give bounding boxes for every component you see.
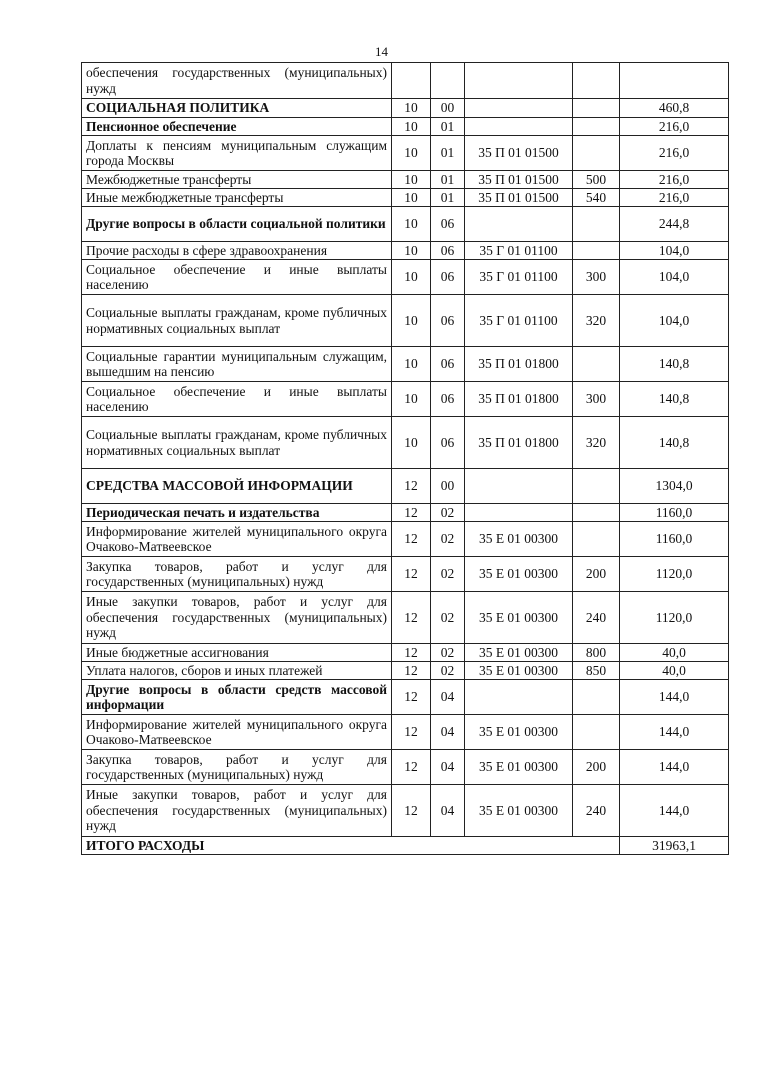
row-name-cell: Другие вопросы в области средств массовой информации xyxy=(82,680,392,715)
row-sum-cell: 144,0 xyxy=(620,750,729,785)
row-section-cell: 10 xyxy=(392,99,431,118)
row-section-cell: 10 xyxy=(392,171,431,189)
table-row xyxy=(82,189,729,207)
row-section-cell: 10 xyxy=(392,118,431,136)
row-sum-cell: 460,8 xyxy=(620,99,729,118)
row-sum-cell: 216,0 xyxy=(620,171,729,189)
row-sum-cell: 1304,0 xyxy=(620,469,729,504)
row-target-article-cell: 35 П 01 01800 xyxy=(465,347,573,382)
table-row xyxy=(82,382,729,417)
row-sum-cell: 216,0 xyxy=(620,189,729,207)
table-row xyxy=(82,715,729,750)
row-section-cell: 12 xyxy=(392,504,431,522)
row-name-cell: Закупка товаров, работ и услуг для государственных (муниципальных) нужд xyxy=(82,557,392,592)
row-target-article-cell xyxy=(465,504,573,522)
row-expense-type-cell xyxy=(573,63,620,99)
row-name-cell: Социальное обеспечение и иные выплаты населению xyxy=(82,260,392,295)
row-section-cell: 12 xyxy=(392,592,431,644)
row-section-cell: 12 xyxy=(392,644,431,662)
row-target-article-cell xyxy=(465,469,573,504)
row-subsection-cell: 01 xyxy=(431,189,465,207)
row-expense-type-cell xyxy=(573,469,620,504)
row-section-cell: 10 xyxy=(392,136,431,171)
row-sum-cell: 40,0 xyxy=(620,644,729,662)
row-section-cell: 12 xyxy=(392,715,431,750)
row-subsection-cell: 04 xyxy=(431,715,465,750)
row-name-cell: Социальные выплаты гражданам, кроме публичных нормативных социальных выплат xyxy=(82,417,392,469)
row-name-cell: Иные закупки товаров, работ и услуг для обеспечения государственных (муниципальных) нужд xyxy=(82,785,392,837)
row-name-cell: Социальное обеспечение и иные выплаты населению xyxy=(82,382,392,417)
row-subsection-cell: 02 xyxy=(431,504,465,522)
row-subsection-cell: 06 xyxy=(431,417,465,469)
row-expense-type-cell: 200 xyxy=(573,557,620,592)
row-expense-type-cell: 300 xyxy=(573,382,620,417)
table-row xyxy=(82,644,729,662)
row-section-cell: 12 xyxy=(392,522,431,557)
row-subsection-cell xyxy=(431,63,465,99)
table-row xyxy=(82,557,729,592)
row-expense-type-cell xyxy=(573,504,620,522)
row-section-cell: 12 xyxy=(392,680,431,715)
row-expense-type-cell xyxy=(573,99,620,118)
row-target-article-cell xyxy=(465,207,573,242)
row-subsection-cell: 02 xyxy=(431,644,465,662)
row-expense-type-cell xyxy=(573,118,620,136)
row-target-article-cell: 35 Е 01 00300 xyxy=(465,785,573,837)
row-expense-type-cell: 540 xyxy=(573,189,620,207)
row-target-article-cell: 35 Е 01 00300 xyxy=(465,592,573,644)
row-sum-cell: 104,0 xyxy=(620,295,729,347)
row-name-cell: Информирование жителей муниципального округа Очаково-Матвеевское xyxy=(82,522,392,557)
row-section-cell: 10 xyxy=(392,347,431,382)
row-expense-type-cell xyxy=(573,680,620,715)
row-name-cell: Иные бюджетные ассигнования xyxy=(82,644,392,662)
row-target-article-cell: 35 Г 01 01100 xyxy=(465,260,573,295)
row-target-article-cell: 35 Е 01 00300 xyxy=(465,557,573,592)
row-sum-cell: 144,0 xyxy=(620,715,729,750)
row-expense-type-cell: 200 xyxy=(573,750,620,785)
row-section-cell: 10 xyxy=(392,189,431,207)
table-row xyxy=(82,504,729,522)
table-row xyxy=(82,750,729,785)
row-subsection-cell: 06 xyxy=(431,382,465,417)
total-row xyxy=(82,837,729,855)
table-row xyxy=(82,469,729,504)
row-section-cell: 12 xyxy=(392,750,431,785)
row-sum-cell: 216,0 xyxy=(620,136,729,171)
row-target-article-cell: 35 П 01 01800 xyxy=(465,417,573,469)
row-name-cell: обеспечения государственных (муниципальных) нужд xyxy=(82,63,392,99)
row-subsection-cell: 04 xyxy=(431,680,465,715)
row-name-cell: СОЦИАЛЬНАЯ ПОЛИТИКА xyxy=(82,99,392,118)
table-row xyxy=(82,118,729,136)
row-expense-type-cell xyxy=(573,136,620,171)
table-row xyxy=(82,680,729,715)
budget-table xyxy=(81,62,729,855)
row-name-cell: Межбюджетные трансферты xyxy=(82,171,392,189)
row-expense-type-cell xyxy=(573,522,620,557)
row-expense-type-cell xyxy=(573,207,620,242)
row-name-cell: Прочие расходы в сфере здравоохранения xyxy=(82,242,392,260)
row-subsection-cell: 04 xyxy=(431,750,465,785)
row-name-cell: Иные межбюджетные трансферты xyxy=(82,189,392,207)
row-section-cell: 12 xyxy=(392,662,431,680)
table-row xyxy=(82,347,729,382)
table-row xyxy=(82,785,729,837)
table-row xyxy=(82,207,729,242)
row-target-article-cell: 35 Е 01 00300 xyxy=(465,715,573,750)
table-row xyxy=(82,295,729,347)
row-subsection-cell: 01 xyxy=(431,171,465,189)
total-section xyxy=(82,837,729,855)
row-section-cell: 12 xyxy=(392,469,431,504)
row-target-article-cell: 35 П 01 01500 xyxy=(465,189,573,207)
table-row xyxy=(82,242,729,260)
row-subsection-cell: 00 xyxy=(431,469,465,504)
row-expense-type-cell: 240 xyxy=(573,592,620,644)
row-expense-type-cell: 320 xyxy=(573,295,620,347)
row-target-article-cell: 35 П 01 01500 xyxy=(465,171,573,189)
row-target-article-cell: 35 Е 01 00300 xyxy=(465,522,573,557)
row-name-cell: Закупка товаров, работ и услуг для государственных (муниципальных) нужд xyxy=(82,750,392,785)
row-subsection-cell: 01 xyxy=(431,136,465,171)
row-section-cell: 12 xyxy=(392,557,431,592)
row-subsection-cell: 02 xyxy=(431,662,465,680)
row-section-cell: 10 xyxy=(392,382,431,417)
table-row xyxy=(82,662,729,680)
row-sum-cell: 140,8 xyxy=(620,382,729,417)
table-row xyxy=(82,417,729,469)
row-target-article-cell: 35 П 01 01500 xyxy=(465,136,573,171)
row-expense-type-cell: 240 xyxy=(573,785,620,837)
row-name-cell: Уплата налогов, сборов и иных платежей xyxy=(82,662,392,680)
row-name-cell: Социальные гарантии муниципальным служащим, вышедшим на пенсию xyxy=(82,347,392,382)
row-sum-cell: 144,0 xyxy=(620,785,729,837)
row-target-article-cell: 35 Е 01 00300 xyxy=(465,662,573,680)
row-target-article-cell: 35 П 01 01800 xyxy=(465,382,573,417)
row-sum-cell: 140,8 xyxy=(620,417,729,469)
row-section-cell: 10 xyxy=(392,295,431,347)
row-subsection-cell: 06 xyxy=(431,295,465,347)
row-subsection-cell: 01 xyxy=(431,118,465,136)
table-row xyxy=(82,592,729,644)
row-sum-cell: 216,0 xyxy=(620,118,729,136)
row-subsection-cell: 02 xyxy=(431,522,465,557)
row-sum-cell: 1120,0 xyxy=(620,592,729,644)
table-row xyxy=(82,260,729,295)
row-sum-cell: 104,0 xyxy=(620,242,729,260)
row-name-cell: Социальные выплаты гражданам, кроме публичных нормативных социальных выплат xyxy=(82,295,392,347)
table-row xyxy=(82,522,729,557)
row-subsection-cell: 02 xyxy=(431,557,465,592)
row-expense-type-cell xyxy=(573,347,620,382)
table-row xyxy=(82,171,729,189)
row-expense-type-cell xyxy=(573,242,620,260)
row-sum-cell: 1160,0 xyxy=(620,504,729,522)
row-sum-cell: 140,8 xyxy=(620,347,729,382)
row-target-article-cell: 35 Г 01 01100 xyxy=(465,242,573,260)
row-sum-cell: 104,0 xyxy=(620,260,729,295)
row-section-cell: 10 xyxy=(392,260,431,295)
row-sum-cell: 144,0 xyxy=(620,680,729,715)
row-name-cell: СРЕДСТВА МАССОВОЙ ИНФОРМАЦИИ xyxy=(82,469,392,504)
row-sum-cell: 40,0 xyxy=(620,662,729,680)
row-name-cell: Иные закупки товаров, работ и услуг для обеспечения государственных (муниципальных) нужд xyxy=(82,592,392,644)
row-subsection-cell: 06 xyxy=(431,347,465,382)
row-subsection-cell: 06 xyxy=(431,207,465,242)
row-target-article-cell: 35 Е 01 00300 xyxy=(465,750,573,785)
table-row xyxy=(82,136,729,171)
row-expense-type-cell: 800 xyxy=(573,644,620,662)
row-sum-cell: 1120,0 xyxy=(620,557,729,592)
row-section-cell: 12 xyxy=(392,785,431,837)
row-subsection-cell: 00 xyxy=(431,99,465,118)
row-target-article-cell xyxy=(465,63,573,99)
total-label: ИТОГО РАСХОДЫ xyxy=(82,837,620,855)
row-expense-type-cell: 500 xyxy=(573,171,620,189)
total-sum: 31963,1 xyxy=(620,837,729,855)
row-sum-cell xyxy=(620,63,729,99)
row-name-cell: Периодическая печать и издательства xyxy=(82,504,392,522)
budget-table-body xyxy=(82,63,729,837)
row-name-cell: Пенсионное обеспечение xyxy=(82,118,392,136)
row-subsection-cell: 04 xyxy=(431,785,465,837)
row-section-cell: 10 xyxy=(392,417,431,469)
row-section-cell: 10 xyxy=(392,207,431,242)
row-subsection-cell: 06 xyxy=(431,242,465,260)
row-expense-type-cell: 850 xyxy=(573,662,620,680)
row-name-cell: Доплаты к пенсиям муниципальным служащим города Москвы xyxy=(82,136,392,171)
row-target-article-cell: 35 Г 01 01100 xyxy=(465,295,573,347)
page-number: 14 xyxy=(375,44,388,59)
row-name-cell: Информирование жителей муниципального округа Очаково-Матвеевское xyxy=(82,715,392,750)
row-sum-cell: 244,8 xyxy=(620,207,729,242)
row-name-cell: Другие вопросы в области социальной политики xyxy=(82,207,392,242)
row-sum-cell: 1160,0 xyxy=(620,522,729,557)
row-section-cell: 10 xyxy=(392,242,431,260)
row-subsection-cell: 02 xyxy=(431,592,465,644)
row-expense-type-cell: 320 xyxy=(573,417,620,469)
row-expense-type-cell xyxy=(573,715,620,750)
row-target-article-cell xyxy=(465,118,573,136)
row-expense-type-cell: 300 xyxy=(573,260,620,295)
table-row xyxy=(82,99,729,118)
row-target-article-cell: 35 Е 01 00300 xyxy=(465,644,573,662)
row-target-article-cell xyxy=(465,680,573,715)
table-row xyxy=(82,63,729,99)
row-section-cell xyxy=(392,63,431,99)
row-target-article-cell xyxy=(465,99,573,118)
row-subsection-cell: 06 xyxy=(431,260,465,295)
